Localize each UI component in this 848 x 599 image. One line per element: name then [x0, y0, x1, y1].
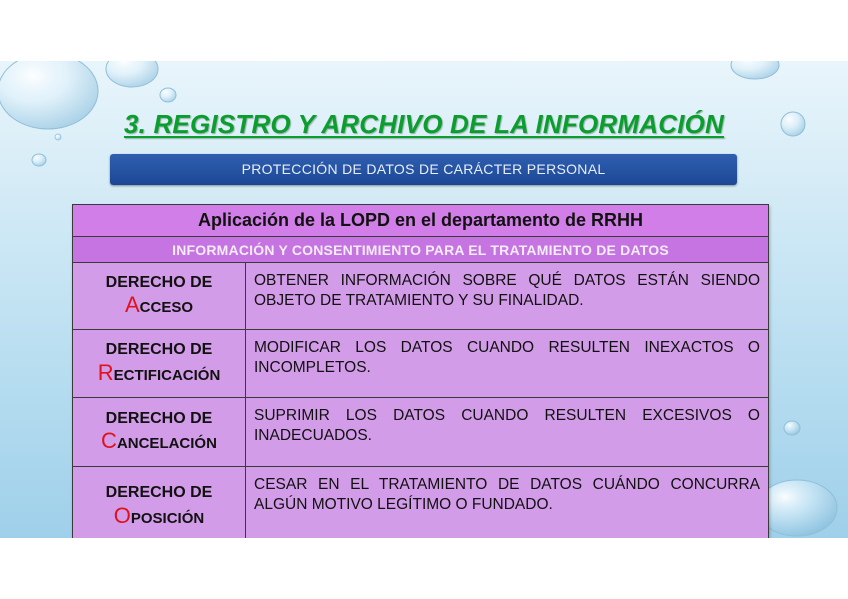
right-label: DERECHO DE	[105, 409, 213, 427]
lopd-rights-table	[72, 204, 769, 538]
right-name-cell	[73, 467, 246, 539]
right-initial: R	[97, 359, 114, 385]
right-initial: A	[124, 292, 140, 318]
right-label: DERECHO DE	[105, 484, 213, 502]
right-description: MODIFICAR LOS DATOS CUANDO RESULTEN INEXACTOS O INCOMPLETOS.	[246, 330, 769, 398]
slide	[0, 61, 848, 538]
right-description: OBTENER INFORMACIÓN SOBRE QUÉ DATOS ESTÁN SIENDO OBJETO DE TRATAMIENTO Y SU FINALIDAD.	[246, 263, 769, 330]
right-initial: C	[101, 428, 117, 454]
table-row	[73, 467, 769, 539]
right-label: DERECHO DE	[105, 273, 213, 291]
right-name-rest: CCESO	[139, 299, 194, 317]
right-name	[73, 503, 245, 530]
right-description: SUPRIMIR LOS DATOS CUANDO RESULTEN EXCESIVOS O INADECUADOS.	[246, 398, 769, 467]
right-name-rest: ECTIFICACIÓN	[113, 366, 221, 384]
right-description: CESAR EN EL TRATAMIENTO DE DATOS CUÁNDO CONCURRA ALGÚN MOTIVO LEGÍTIMO O FUNDADO.	[246, 467, 769, 539]
table-header: Aplicación de la LOPD en el departamento de RRHH	[73, 205, 769, 237]
right-name	[73, 428, 245, 455]
table-subheader-row	[73, 237, 769, 263]
table-row	[73, 330, 769, 398]
right-name-cell	[73, 398, 246, 467]
table-row	[73, 263, 769, 330]
right-name-rest: ANCELACIÓN	[116, 435, 217, 453]
right-name-rest: POSICIÓN	[130, 509, 205, 527]
right-initial: O	[113, 502, 131, 528]
right-label: DERECHO DE	[105, 341, 213, 359]
slide-title: 3. REGISTRO Y ARCHIVO DE LA INFORMACIÓN	[123, 109, 725, 139]
table-row	[73, 398, 769, 467]
right-name	[73, 292, 245, 319]
right-name-cell	[73, 263, 246, 330]
right-name	[73, 360, 245, 387]
table-subheader: INFORMACIÓN Y CONSENTIMIENTO PARA EL TRATAMIENTO DE DATOS	[73, 237, 769, 263]
subtitle-bar: PROTECCIÓN DE DATOS DE CARÁCTER PERSONAL	[110, 154, 737, 185]
table-header-row	[73, 205, 769, 237]
right-name-cell	[73, 330, 246, 398]
